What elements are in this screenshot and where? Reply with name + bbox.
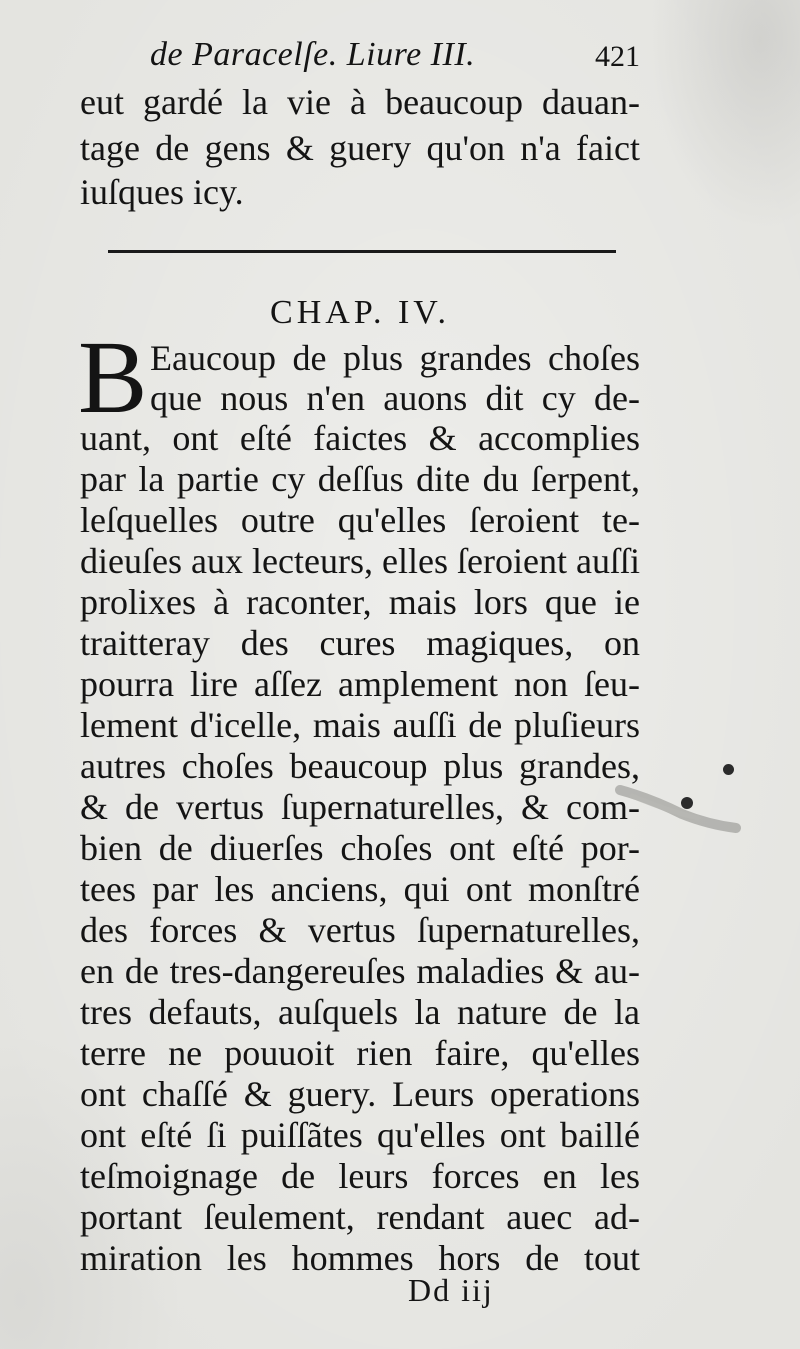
chapter-heading: CHAP. IV. xyxy=(270,294,450,331)
text-line: ont eſté ſi puiſſãtes qu'elles ont baillé xyxy=(80,1115,640,1155)
signature-mark: Dd iij xyxy=(408,1272,494,1308)
page-number: 421 xyxy=(595,40,640,73)
text-line: que nous n'en auons dit cy de- xyxy=(150,378,640,418)
text-line: terre ne pouuoit rien faire, qu'elles xyxy=(80,1033,640,1073)
text-line: tees par les anciens, qui ont monſtré xyxy=(80,869,640,909)
text-line: pourra lire aſſez amplement non ſeu- xyxy=(80,664,640,704)
text-line: tage de gens & guery qu'on n'a faict xyxy=(80,128,640,168)
text-line: leſquelles outre qu'elles ſeroient te- xyxy=(80,500,640,540)
text-line: iuſques icy. xyxy=(80,172,244,212)
text-line: prolixes à raconter, mais lors que ie xyxy=(80,582,640,622)
text-line: en de tres-dangereuſes maladies & au- xyxy=(80,951,640,991)
text-line: portant ſeulement, rendant auec ad- xyxy=(80,1197,640,1237)
text-line: eut gardé la vie à beaucoup dauan- xyxy=(80,82,640,122)
text-line: des forces & vertus ſupernaturelles, xyxy=(80,910,640,950)
text-line: ont chaſſé & guery. Leurs operations xyxy=(80,1074,640,1114)
text-line: & de vertus ſupernaturelles, & com- xyxy=(80,787,640,827)
text-line: dieuſes aux lecteurs, elles ſeroient auſſi xyxy=(80,541,640,581)
text-line: traitteray des cures magiques, on xyxy=(80,623,640,663)
running-title: de Paracelſe. Liure III. xyxy=(150,36,476,73)
text-line: tres defauts, auſquels la nature de la xyxy=(80,992,640,1032)
text-line: bien de diuerſes choſes ont eſté por- xyxy=(80,828,640,868)
text-line: lement d'icelle, mais auſſi de pluſieurs xyxy=(80,705,640,745)
text-line: teſmoignage de leurs forces en les xyxy=(80,1156,640,1196)
ink-stain xyxy=(723,764,734,775)
ink-stain xyxy=(681,797,693,809)
text-line: Eaucoup de plus grandes choſes xyxy=(150,338,640,378)
text-line: autres choſes beaucoup plus grandes, xyxy=(80,746,640,786)
section-divider xyxy=(108,250,616,253)
ink-smudge xyxy=(612,778,742,848)
drop-cap: B xyxy=(78,320,148,435)
text-line: par la partie cy deſſus dite du ſerpent, xyxy=(80,459,640,499)
text-line: miration les hommes hors de tout xyxy=(80,1238,640,1278)
running-head xyxy=(150,36,650,86)
text-line: uant, ont eſté faictes & accomplies xyxy=(80,418,640,458)
